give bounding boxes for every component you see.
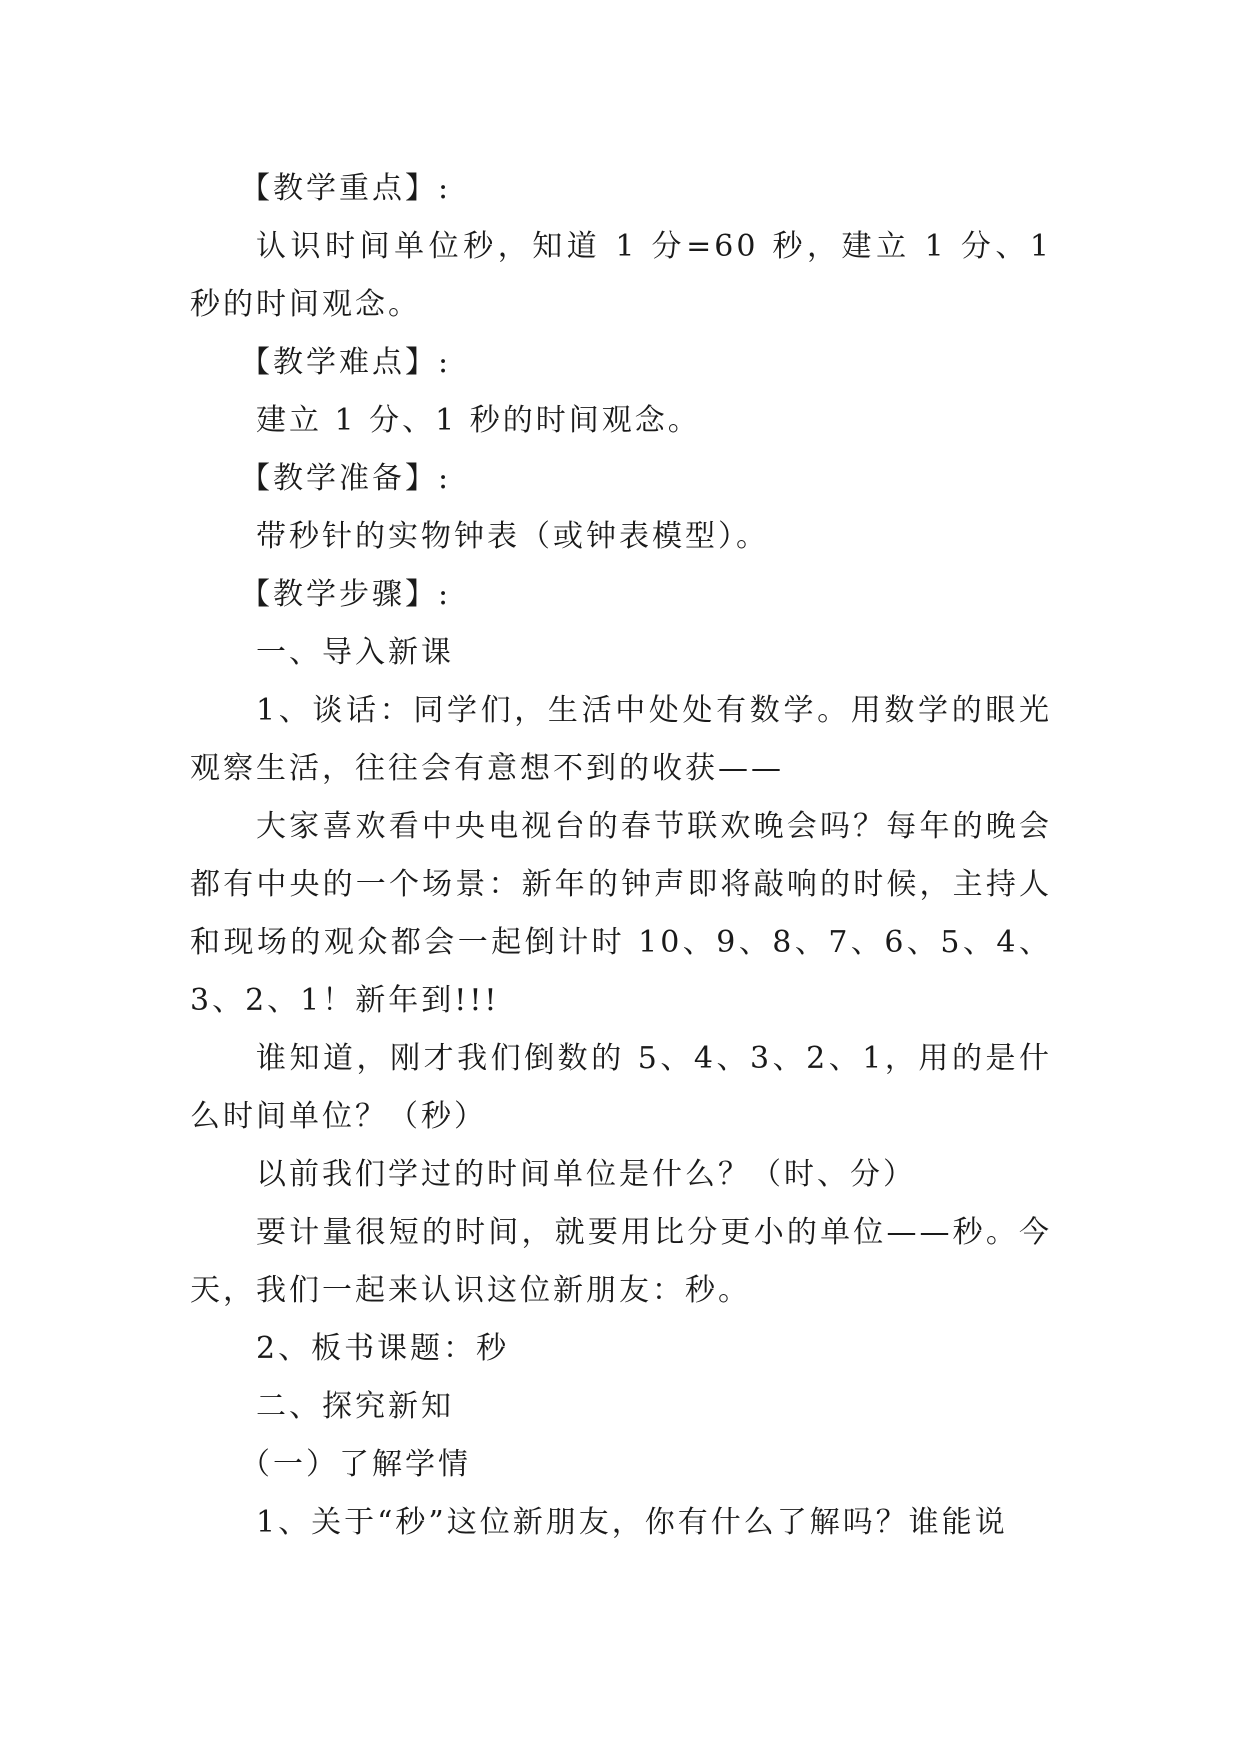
paragraph: 建立 1 分、1 秒的时间观念。 (256, 403, 701, 438)
subsection-title: （一）了解学情 (240, 1447, 471, 1482)
paragraph: 1、谈话：同学们，生活中处处有数学。用数学的眼光观察生活，往往会有意想不到的收获—— (190, 693, 1052, 786)
paragraph: 要计量很短的时间，就要用比分更小的单位——秒。今天，我们一起来认识这位新朋友：秒。 (190, 1215, 1052, 1308)
heading-teaching-preparation: 【教学准备】: (240, 461, 452, 496)
paragraph: 1、关于“秒”这位新朋友，你有什么了解吗？谁能说 (256, 1505, 1008, 1540)
heading-teaching-difficulty: 【教学难点】: (240, 345, 452, 380)
section-title: 二、探究新知 (256, 1389, 454, 1424)
paragraph: 带秒针的实物钟表（或钟表模型）。 (256, 519, 769, 554)
paragraph: 以前我们学过的时间单位是什么？（时、分） (256, 1157, 916, 1192)
document-body (190, 160, 1052, 1552)
paragraph: 2、板书课题：秒 (256, 1331, 510, 1366)
section-title: 一、导入新课 (256, 635, 454, 670)
paragraph: 认识时间单位秒，知道 1 分=60 秒，建立 1 分、1 秒的时间观念。 (190, 229, 1052, 322)
paragraph: 谁知道，刚才我们倒数的 5、4、3、2、1，用的是什么时间单位？（秒） (190, 1041, 1052, 1134)
paragraph: 大家喜欢看中央电视台的春节联欢晚会吗？每年的晚会都有中央的一个场景：新年的钟声即将敲响的时候，主持人和现场的观众都会一起倒计时 10、9、8、7、6、5、4、3、2、1！新年到!!! (190, 809, 1052, 1018)
heading-teaching-focus: 【教学重点】: (240, 171, 452, 206)
heading-teaching-steps: 【教学步骤】: (240, 577, 452, 612)
